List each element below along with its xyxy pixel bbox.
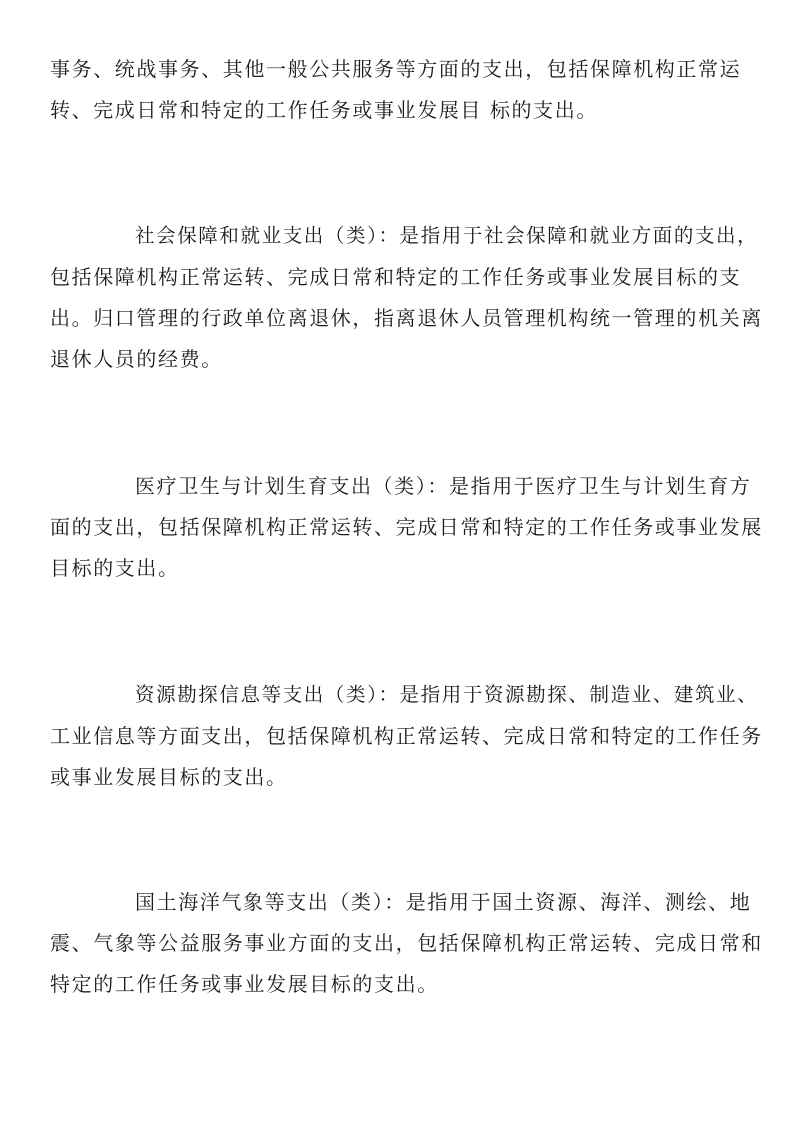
paragraph-resources-line-1: 资源勘探信息等支出（类）：是指用于资源勘探、制造业、建筑业、 xyxy=(135,683,759,706)
paragraph-healthcare-line-1: 医疗卫生与计划生育支出（类）：是指用于医疗卫生与计划生育方 xyxy=(135,474,752,498)
paragraph-general-services-line-1: 事务、统战事务、其他一般公共服务等方面的支出，包括保障机构正常运 xyxy=(50,57,742,81)
paragraph-healthcare-line-3: 目标的支出。 xyxy=(50,556,180,580)
paragraph-healthcare-line-2: 面的支出，包括保障机构正常运转、完成日常和特定的工作任务或事业发展 xyxy=(50,515,763,539)
paragraph-social-security-line-3: 出。归口管理的行政单位离退休，指离退休人员管理机构统一管理的机关离 xyxy=(50,306,763,330)
paragraph-land-ocean-weather-line-2: 震、气象等公益服务事业方面的支出，包括保障机构正常运转、完成日常和 xyxy=(50,931,763,955)
paragraph-social-security-line-2: 包括保障机构正常运转、完成日常和特定的工作任务或事业发展目标的支 xyxy=(50,265,742,289)
paragraph-resources-line-3: 或事业发展目标的支出。 xyxy=(50,765,288,789)
paragraph-social-security-line-4: 退休人员的经费。 xyxy=(50,347,223,371)
paragraph-land-ocean-weather-line-3: 特定的工作任务或事业发展目标的支出。 xyxy=(50,972,439,996)
paragraph-land-ocean-weather-line-1: 国土海洋气象等支出（类）：是指用于国土资源、海洋、测绘、地 xyxy=(135,890,752,914)
paragraph-resources-line-2: 工业信息等方面支出，包括保障机构正常运转、完成日常和特定的工作任务 xyxy=(50,724,763,748)
paragraph-general-services-line-2: 转、完成日常和特定的工作任务或事业发展目 标的支出。 xyxy=(50,98,598,122)
paragraph-social-security-line-1: 社会保障和就业支出（类）：是指用于社会保障和就业方面的支出， xyxy=(135,224,759,247)
